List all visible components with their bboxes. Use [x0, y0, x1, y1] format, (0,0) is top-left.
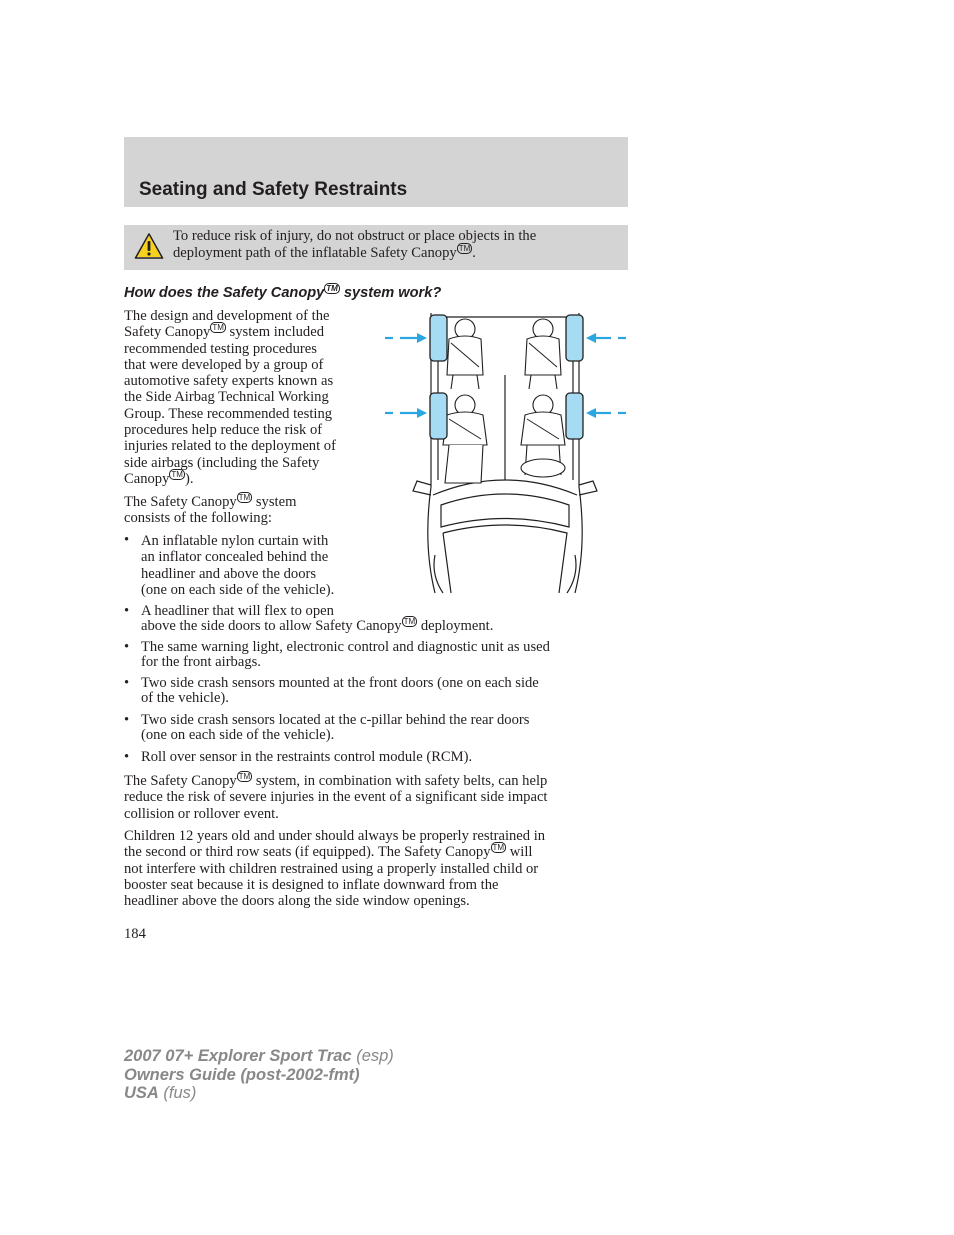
page-number: 184 [124, 926, 146, 942]
warning-text [173, 228, 618, 261]
text-line: A headliner that will flex to open [141, 603, 334, 619]
warning-triangle-icon [134, 232, 164, 260]
bullet-text [141, 750, 472, 765]
text-line: headliner above the doors along the side window openings. [124, 893, 470, 910]
text-part: the second or third row seats (if equipped). The Safety Canopy [124, 844, 491, 861]
text-part: will [506, 844, 533, 861]
section-title: Seating and Safety Restraints [139, 179, 408, 200]
text-line: An inflatable nylon curtain with [141, 533, 329, 549]
text-line: not interfere with children restrained using a properly installed child or [124, 860, 539, 877]
trademark-mark: TM [458, 243, 471, 253]
text-line: The same warning light, electronic control and diagnostic unit as used [141, 639, 550, 655]
warning-line [173, 245, 618, 262]
text-line: (one on each side of the vehicle). [141, 581, 335, 598]
bullet-text [141, 640, 550, 670]
text-line [124, 494, 379, 510]
bullet-dot: • [124, 749, 130, 765]
subheading-part: How does the Safety Canopy [124, 285, 325, 301]
trademark-mark: TM [326, 284, 338, 294]
trademark-mark: TM [238, 772, 251, 782]
bullet-dot: • [124, 603, 130, 619]
footer-line [124, 1066, 394, 1085]
summary-paragraph [124, 773, 629, 822]
text-line: The design and development of the [124, 308, 330, 324]
text-line [124, 844, 629, 860]
bullet-dot: • [124, 712, 130, 728]
bullet-text [141, 533, 334, 598]
document-footer [124, 1047, 394, 1103]
trademark-mark: TM [403, 617, 416, 627]
text-line: Group. These recommended testing [124, 405, 333, 422]
warning-text-part: deployment path of the inflatable Safety Canopy [173, 244, 457, 261]
trademark-mark: TM [171, 470, 183, 480]
children-paragraph [124, 828, 629, 909]
text-line: injuries related to the deployment of [124, 438, 336, 455]
footer-line [124, 1047, 394, 1066]
bullet-dot: • [124, 639, 130, 655]
text-part: system included [225, 324, 324, 341]
text-line: headliner and above the doors [141, 565, 317, 582]
consists-paragraph [124, 494, 379, 527]
footer-text-part: (fus) [158, 1084, 197, 1102]
trademark-mark: TM [238, 493, 251, 503]
text-line: of the vehicle). [141, 690, 229, 707]
bullet-text [141, 604, 493, 634]
text-line: Children 12 years old and under should always be properly restrained in [124, 828, 546, 844]
text-line: collision or rollover event. [124, 805, 279, 822]
occupant-figures [443, 319, 565, 483]
text-line: reduce the risk of severe injuries in the event of a significant side impact [124, 789, 548, 806]
footer-text-part: 2007 07+ Explorer Sport Trac [124, 1047, 352, 1065]
warning-box [124, 225, 628, 270]
text-line: Two side crash sensors located at the c-pillar behind the rear doors [141, 712, 530, 728]
text-line: an inflator concealed behind the [141, 549, 329, 566]
text-part: The Safety Canopy [124, 494, 237, 510]
trademark-mark: TM [212, 323, 224, 333]
text-part: system, in combination with safety belts, can help [252, 773, 548, 789]
footer-text-part: USA [124, 1084, 159, 1102]
footer-text-part: Owners Guide (post-2002-fmt) [124, 1065, 360, 1084]
text-line: consists of the following: [124, 510, 272, 527]
text-line: booster seat because it is designed to inflate downward from the [124, 876, 499, 893]
bullet-dot: • [124, 675, 130, 691]
text-line [124, 471, 379, 487]
text-line: for the front airbags. [141, 654, 261, 671]
intro-paragraph [124, 308, 379, 487]
footer-line [124, 1084, 394, 1103]
subheading [124, 284, 441, 302]
text-part: Safety Canopy [124, 324, 211, 341]
subheading-part: system work? [339, 285, 442, 301]
bullet-text [141, 676, 539, 706]
text-line: procedures help reduce the risk of [124, 422, 323, 439]
text-line: side airbags (including the Safety [124, 454, 320, 471]
text-line: automotive safety experts known as [124, 373, 334, 390]
text-part: deployment. [417, 618, 494, 635]
text-part: ). [184, 470, 194, 487]
warning-line: To reduce risk of injury, do not obstruct or place objects in the [173, 228, 537, 244]
text-line: that were developed by a group of [124, 356, 324, 373]
bullet-text [141, 713, 529, 743]
footer-text-part: (esp) [351, 1047, 394, 1065]
text-part: system [252, 494, 297, 510]
text-line: (one on each side of the vehicle). [141, 727, 335, 744]
text-line [141, 619, 493, 634]
trademark-mark: TM [492, 843, 505, 853]
text-part: The Safety Canopy [124, 773, 237, 789]
text-line: Two side crash sensors mounted at the front doors (one on each side [141, 675, 539, 691]
text-line [124, 773, 629, 789]
text-line [124, 324, 379, 340]
bullet-dot: • [124, 532, 130, 548]
text-part: above the side doors to allow Safety Canopy [141, 618, 402, 635]
text-line: recommended testing procedures [124, 340, 317, 357]
safety-canopy-vehicle-illustration [383, 305, 628, 597]
warning-text-part: . [472, 244, 476, 261]
text-line: the Side Airbag Technical Working [124, 389, 329, 406]
text-line: Roll over sensor in the restraints control module (RCM). [141, 749, 473, 765]
text-part: Canopy [124, 470, 170, 487]
